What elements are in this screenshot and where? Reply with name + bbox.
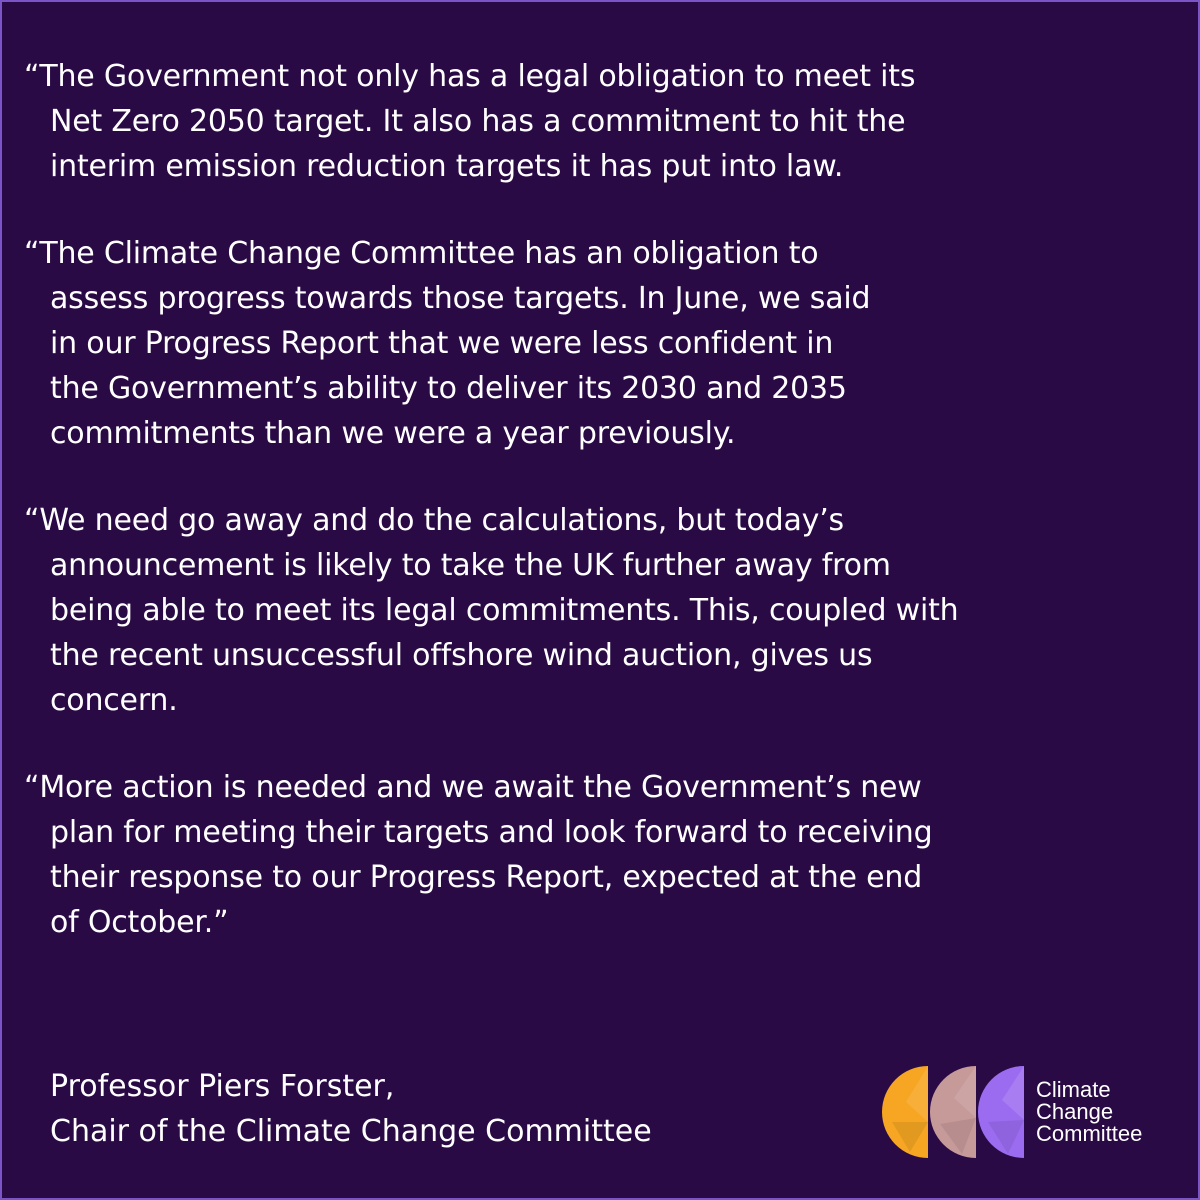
ccc-logo	[878, 1062, 1178, 1162]
quote-line: the Government’s ability to deliver its 2030 and 2035	[50, 371, 847, 406]
quote-line: concern.	[50, 683, 178, 718]
quote-paragraph-2	[24, 231, 1164, 456]
three-half-circles-logo-icon	[878, 1062, 1028, 1162]
quote-line: being able to meet its legal commitments. This, coupled with	[50, 593, 959, 628]
quote-line: “The Government not only has a legal obligation to meet its	[24, 59, 916, 94]
logo-wordmark	[1036, 1079, 1142, 1145]
attribution	[50, 1064, 652, 1154]
quote-body	[24, 54, 1164, 987]
quote-line: of October.”	[50, 905, 229, 940]
quote-line: assess progress towards those targets. In June, we said	[50, 281, 871, 316]
quote-line: announcement is likely to take the UK further away from	[50, 548, 891, 583]
quote-line: interim emission reduction targets it has put into law.	[50, 149, 844, 184]
logo-line-1: Climate	[1036, 1077, 1111, 1102]
logo-line-2: Change	[1036, 1099, 1114, 1124]
quote-line: “More action is needed and we await the Government’s new	[24, 770, 922, 805]
quote-line: commitments than we were a year previously.	[50, 416, 736, 451]
quote-line: “The Climate Change Committee has an obligation to	[24, 236, 819, 271]
quote-paragraph-4	[24, 765, 1164, 945]
quote-line: plan for meeting their targets and look forward to receiving	[50, 815, 933, 850]
quote-line: Net Zero 2050 target. It also has a commitment to hit the	[50, 104, 906, 139]
attribution-role: Chair of the Climate Change Committee	[50, 1114, 652, 1149]
logo-line-3: Committee	[1036, 1121, 1143, 1146]
quote-paragraph-3	[24, 498, 1164, 723]
quote-line: “We need go away and do the calculations, but today’s	[24, 503, 844, 538]
attribution-name: Professor Piers Forster,	[50, 1069, 395, 1104]
quote-line: in our Progress Report that we were less confident in	[50, 326, 834, 361]
quote-paragraph-1	[24, 54, 1164, 189]
quote-line: their response to our Progress Report, expected at the end	[50, 860, 923, 895]
quote-line: the recent unsuccessful offshore wind auction, gives us	[50, 638, 873, 673]
